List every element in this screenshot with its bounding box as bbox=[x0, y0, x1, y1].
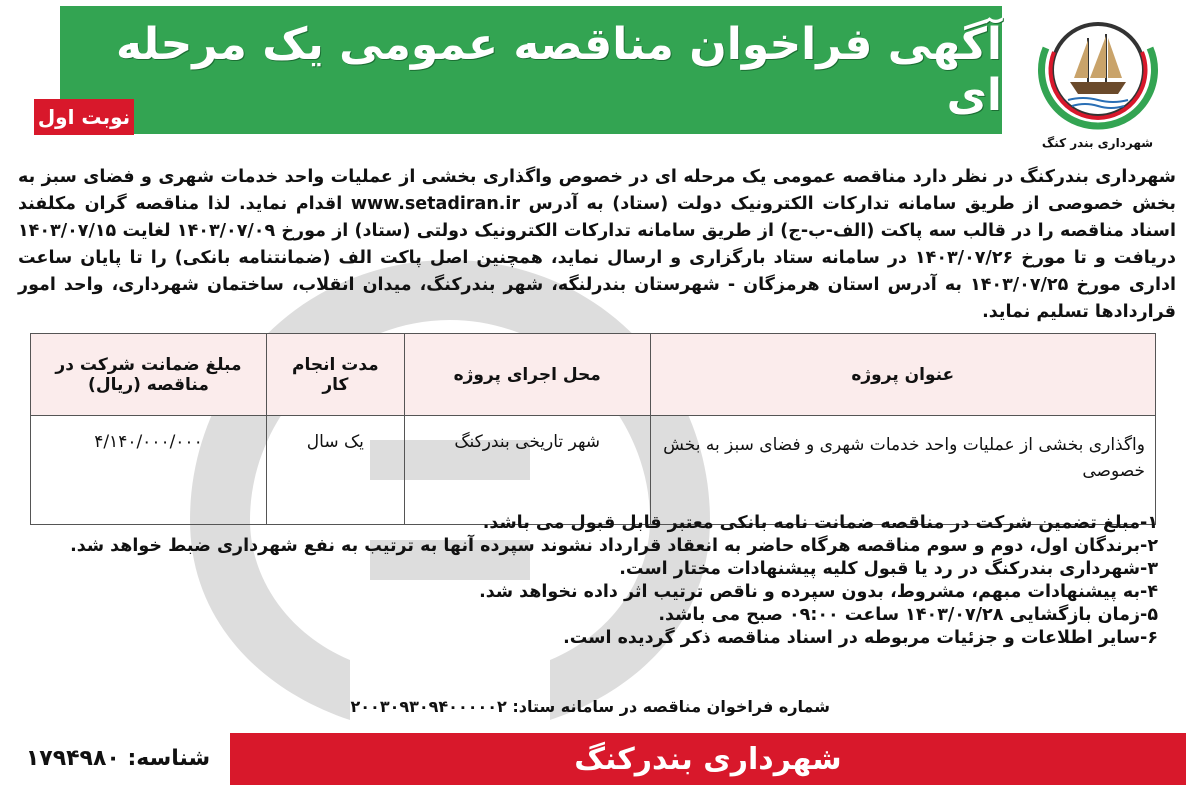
list-item: ۶-سایر اطلاعات و جزئیات مربوطه در اسناد مناقصه ذکر گردیده است. bbox=[563, 628, 1158, 648]
list-item: ۵-زمان بازگشایی ۱۴۰۳/۰۷/۲۸ ساعت ۰۹:۰۰ صبح می باشد. bbox=[658, 605, 1158, 625]
cell-guarantee-amount: ۴/۱۴۰/۰۰۰/۰۰۰ bbox=[31, 416, 267, 525]
column-header-duration: مدت انجام کار bbox=[266, 334, 404, 416]
logo-caption: شهرداری بندر کنگ bbox=[1041, 136, 1154, 150]
notice-title: آگهی فراخوان مناقصه عمومی یک مرحله ای bbox=[115, 19, 1002, 121]
notice-id: شناسه: ۱۷۹۴۹۸۰ bbox=[25, 745, 211, 771]
cell-project-title: واگذاری بخشی از عملیات واحد خدمات شهری و فضای سبز به بخش خصوصی bbox=[650, 416, 1155, 525]
table-row bbox=[31, 416, 1156, 525]
ship-emblem-icon bbox=[1018, 8, 1178, 138]
column-header-project-title: عنوان پروژه bbox=[650, 334, 1155, 416]
conditions-list bbox=[30, 512, 1158, 650]
column-header-guarantee-amount: مبلغ ضمانت شرکت در مناقصه (ریال) bbox=[31, 334, 267, 416]
list-item: ۴-به پیشنهادات مبهم، مشروط، بدون سپرده و ناقص ترتیب اثر داده نخواهد شد. bbox=[479, 582, 1158, 602]
title-banner bbox=[60, 6, 1002, 134]
column-header-location: محل اجرای پروژه bbox=[404, 334, 650, 416]
municipality-logo bbox=[1010, 8, 1185, 160]
cell-duration: یک سال bbox=[266, 416, 404, 525]
cell-location: شهر تاریخی بندرکنگ bbox=[404, 416, 650, 525]
list-item: ۱-مبلغ تضمین شرکت در مناقصه ضمانت نامه بانکی معتبر قابل قبول می باشد. bbox=[482, 513, 1158, 533]
footer-bar bbox=[230, 733, 1186, 785]
tender-table bbox=[30, 333, 1156, 525]
table-header-row bbox=[31, 334, 1156, 416]
list-item: ۳-شهرداری بندرکنگ در رد یا قبول کلیه پیشنهادات مختار است. bbox=[619, 559, 1158, 579]
list-item: ۲-برندگان اول، دوم و سوم مناقصه هرگاه حاضر به انعقاد قرارداد نشوند سپرده آنها به ترتیب به نفع شهرداری ضبط خواهد شد. bbox=[70, 536, 1158, 556]
footer-organization: شهرداری بندرکنگ bbox=[574, 741, 842, 777]
intro-paragraph: شهرداری بندرکنگ در نظر دارد مناقصه عمومی یک مرحله ای در خصوص واگذاری بخشی از عملیات واحد خدمات شهری و فضای سبز به بخش خصوصی از طریق سامانه تدارکات الکترونیک دولت (ستاد) به آدرس www.setadiran.ir اقدام نماید. لذا مناقصه گران مکلفند اسناد مناقصه را در قالب سه پاکت (الف-ب-ج) از طریق سامانه تدارکات الکترونیک دولتی (ستاد) از مورخ ۱۴۰۳/۰۷/۰۹ لغایت ۱۴۰۳/۰۷/۱۵ دریافت و تا مورخ ۱۴۰۳/۰۷/۲۶ در سامانه ستاد بارگزاری و ارسال نماید، همچنین اصل پاکت الف (ضمانتنامه بانکی) را تا پایان ساعت اداری مورخ ۱۴۰۳/۰۷/۲۵ به آدرس استان هرمزگان - شهرستان بندرلنگه، شهر بندرکنگ، میدان انقلاب، ساختمان شهرداری، واحد امور قراردادها تسلیم نماید. bbox=[18, 167, 1176, 322]
tender-number: شماره فراخوان مناقصه در سامانه ستاد: ۲۰۰۳۰۹۳۰۹۴۰۰۰۰۰۲ bbox=[350, 697, 830, 716]
edition-badge: نوبت اول bbox=[34, 99, 134, 135]
